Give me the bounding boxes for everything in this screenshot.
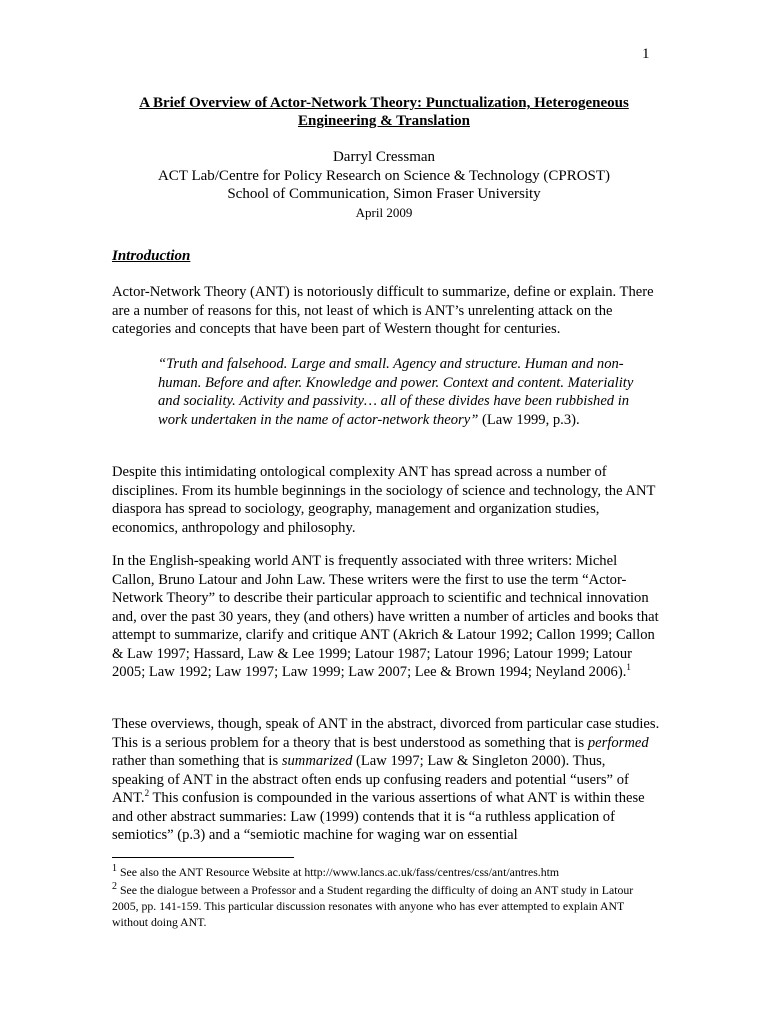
- author-name: Darryl Cressman: [332, 149, 436, 165]
- footnote-1: [112, 864, 660, 880]
- quote-text: “Truth and falsehood. Large and small. Agency and structure. Human and non-human. Before and after. Knowledge and power. Context and content. Materiality and sociality. Activity and passivity… all of these divides have been rubbished in work undertaken in the name of actor-network theory”: [158, 356, 634, 428]
- paragraph-4: [112, 715, 660, 845]
- publication-date: April 2009: [355, 204, 413, 220]
- footnote-divider: [112, 857, 294, 858]
- footnote-ref-2[interactable]: 2: [144, 788, 150, 799]
- footnote-1-number: 1: [112, 863, 117, 875]
- emphasis-summarized: summarized: [281, 753, 353, 769]
- paragraph-1: Actor-Network Theory (ANT) is notoriously difficult to summarize, define or explain. There are a number of reasons for this, not least of which is ANT’s unrelenting attack on the categories and concepts that have been part of Western thought for centuries.: [112, 284, 654, 337]
- footnote-1-text: See also the ANT Resource Website at http://www.lancs.ac.uk/fass/centres/css/ant/antres.htm: [117, 865, 560, 879]
- footnote-2-number: 2: [112, 881, 117, 893]
- quote-citation: (Law 1999, p.3).: [478, 411, 580, 428]
- affiliation-1: ACT Lab/Centre for Policy Research on Science & Technology (CPROST): [157, 167, 611, 184]
- paragraph-4-text-c: (Law 1997; Law & Singleton 2000). Thus, speaking of ANT in the abstract often ends up confusing readers and potential “users” of ANT.: [112, 753, 629, 806]
- block-quote: [158, 355, 658, 429]
- paragraph-3-text: In the English-speaking world ANT is frequently associated with three writers: Michel Callon, Bruno Latour and John Law. These writers were the first to use the term “Actor-Network Theory” to describe their particular approach to scientific and technical innovation and, over the past 30 years, they (and others) have written a number of articles and books that attempt to summarize, clarify and critique ANT (Akrich & Latour 1992; Callon 1999; Callon & Law 1997; Hassard, Law & Lee 1999; Latour 1987; Latour 1996; Latour 1999; Latour 2005; Law 1992; Law 1997; Law 1999; Law 2007; Lee & Brown 1994; Neyland 2006).: [112, 553, 659, 680]
- paragraph-4-text-a: These overviews, though, speak of ANT in the abstract, divorced from particular case studies. This is a serious problem for a theory that is best understood as something that is: [112, 716, 660, 751]
- emphasis-performed: performed: [587, 734, 649, 751]
- page-number: 1: [642, 46, 650, 62]
- section-heading: Introduction: [112, 248, 191, 264]
- paragraph-2: Despite this intimidating ontological complexity ANT has spread across a number of disciplines. From its humble beginnings in the sociology of science and technology, the ANT diaspora has spread to sociology, geography, management and organization studies, economics, anthropology and philosophy.: [112, 464, 656, 536]
- title-line-2: Engineering & Translation: [298, 113, 470, 129]
- title-line-1: A Brief Overview of Actor-Network Theory: Punctualization, Heterogeneous: [139, 95, 629, 111]
- paragraph-4-text-b: rather than something that is: [112, 753, 282, 769]
- footnote-2-text: See the dialogue between a Professor and a Student regarding the difficulty of doing an ANT study in Latour 2005, pp. 141-159. This particular discussion resonates with anyone who has ever attempted to explain ANT without doing ANT.: [112, 883, 634, 929]
- affiliation-2: School of Communication, Simon Fraser University: [227, 186, 541, 202]
- footnote-ref-1[interactable]: 1: [626, 662, 631, 673]
- footnote-2: [112, 882, 660, 930]
- paper-title: [110, 94, 658, 130]
- paragraph-4-text-d: This confusion is compounded in the various assertions of what ANT is within these and other abstract summaries: Law (1999) contends that it is “a ruthless application of semiotics” (p.3) and a “semiotic machine for waging war on essential: [112, 790, 645, 843]
- author-block: [110, 148, 658, 222]
- paragraph-3: [112, 552, 660, 682]
